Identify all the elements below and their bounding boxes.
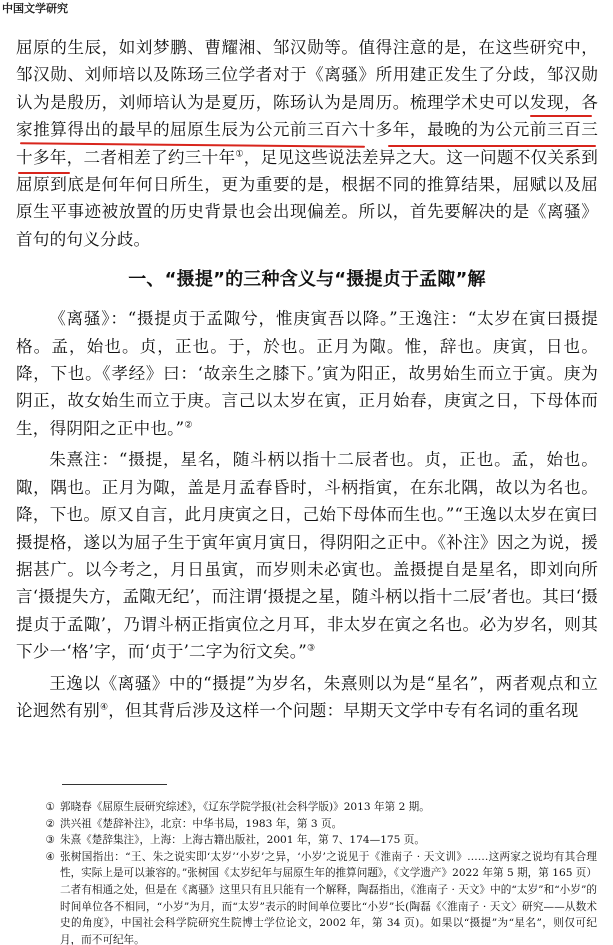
- footnote-4: ④ 张树国指出：“王、朱之说实即‘太岁’‘小岁’之异，‘小岁’之说见于《淮南子 · 天文训》……这两家之说均有其合理性，实际上是可以兼容的。”张树国《太岁纪年与屈原生年的推算问题》，《文学遗产》2022 年第 5 期，第 165 页）二者有相通之处，但是在《离骚》这里只有且只能有一个解释，陶磊指出，《淮南子 · 天文》中的“太岁”和“小岁”的时间单位各不相同，“小岁”为月，而“太岁”表示的时间单位要比“小岁”长(陶磊《〈淮南子 · 天文〉研究——从数术史的角度》，中国社会科学院研究生院博士学位论文，2002 年，第 34 页)。如果以“摄提”为“星名”，则仅可纪月，而不可纪年。: [45, 850, 597, 945]
- footnote-3: ③ 朱熹《楚辞集注》，上海：上海古籍出版社，2001 年，第 7、174—175 页。: [45, 834, 425, 847]
- footnotes: [22, 799, 597, 945]
- paragraph-3-text-a: 王逸以《离骚》中的“摄提”为岁名，朱熹则以为是“星名”，两者观点和立论迥然有别: [16, 673, 598, 720]
- footnote-2: ② 洪兴祖《楚辞补注》，北京：中华书局，1983 年，第 3 页。: [45, 817, 343, 830]
- footnote-1: ① 郭晓春《屈原生辰研究综述》，《辽东学院学报(社会科学版)》2013 年第 2 期。: [45, 801, 430, 813]
- section-paragraph-2: [16, 446, 598, 665]
- section-paragraph-3: [16, 670, 598, 725]
- intro-text-b: ，: [409, 120, 428, 140]
- highlight-latest-date: 最晚的为公元前三百三十多年: [16, 120, 598, 167]
- footnote-ref-4: ④: [99, 702, 109, 713]
- intro-text-c: ，二者相差了约三十年: [66, 147, 236, 167]
- article-body: [16, 34, 598, 724]
- red-underline-4: [18, 172, 70, 174]
- section-heading: 一、“摄提”的三种含义与“摄提贞于孟陬”解: [128, 269, 486, 291]
- red-underline-1: [530, 115, 592, 117]
- section-paragraph-1: [16, 305, 598, 442]
- intro-text-d: ，足见这些说法差异之大。这一问题不仅关系到屈原到底是何年何日所生，更为重要的是，根据不同的推算结果，屈赋以及屈原生平事迹被放置的历史背景也会出现偏差。所以，首先要解决的是《离骚》首句的句义分歧。: [16, 147, 599, 249]
- footnote-ref-1: ①: [235, 149, 244, 160]
- running-header: 中国文学研究: [2, 2, 68, 15]
- footnote-ref-2: ②: [184, 420, 193, 431]
- footnote-separator: [62, 784, 167, 785]
- footnote-ref-3: ③: [306, 643, 316, 654]
- red-underline-3: [388, 145, 596, 147]
- highlight-earliest-date: 各家推算得出的最早的屈原生辰为公元前三百六十多年: [16, 92, 598, 140]
- quote-zhu-xi: 朱熹注：“摄提，星名，随斗柄以指十二辰者也。贞，正也。孟，始也。陬，隅也。正月为陬，盖是月孟春昏时，斗柄指寅，在东北隅，故以为名也。降，下也。原又自言，此月庚寅之日，己始下母体而生也。”“王逸以太岁在寅曰摄提格，遂以为屈子生于寅年寅月寅日，得阴阳之正中。《补注》因之为说，援据甚广。以今考之，月日虽寅，而岁则未必寅也。盖摄提自是星名，即刘向所言‘摄提失方，孟陬无纪’，而注谓‘摄提之星，随斗柄以指十二辰’者也。其曰‘摄提贞于孟陬’，乃谓斗柄正指寅位之月耳，非太岁在寅之名也。必为岁名，则其下少一‘格’字，而‘贞于’二字为衍文矣。”: [16, 450, 598, 662]
- intro-text-a: 屈原的生辰，如刘梦鹏、曹耀湘、邹汉勋等。值得注意的是，在这些研究中，邹汉勋、刘师培以及陈玚三位学者对于《离骚》所用建正发生了分歧，邹汉勋认为是殷历，刘师培认为是夏历，陈玚认为是周历。梳理学术史可以发现，: [16, 38, 598, 112]
- quote-wang-yi: 《离骚》：“摄提贞于孟陬兮，惟庚寅吾以降。”王逸注：“太岁在寅曰摄提格。孟，始也。贞，正也。于，於也。正月为陬。惟，辞也。庚寅，日也。降，下也。《孝经》曰：‘故亲生之膝下。’寅为阳正，故男始生而立于寅。庚为阴正，故女始生而立于庚。言己以太岁在寅，正月始春，庚寅之日，下母体而生，得阴阳之正中也。”: [16, 309, 598, 438]
- paragraph-3-text-b: ，但其背后涉及这样一个问题：早期天文学中专有名词的重名现: [108, 700, 579, 720]
